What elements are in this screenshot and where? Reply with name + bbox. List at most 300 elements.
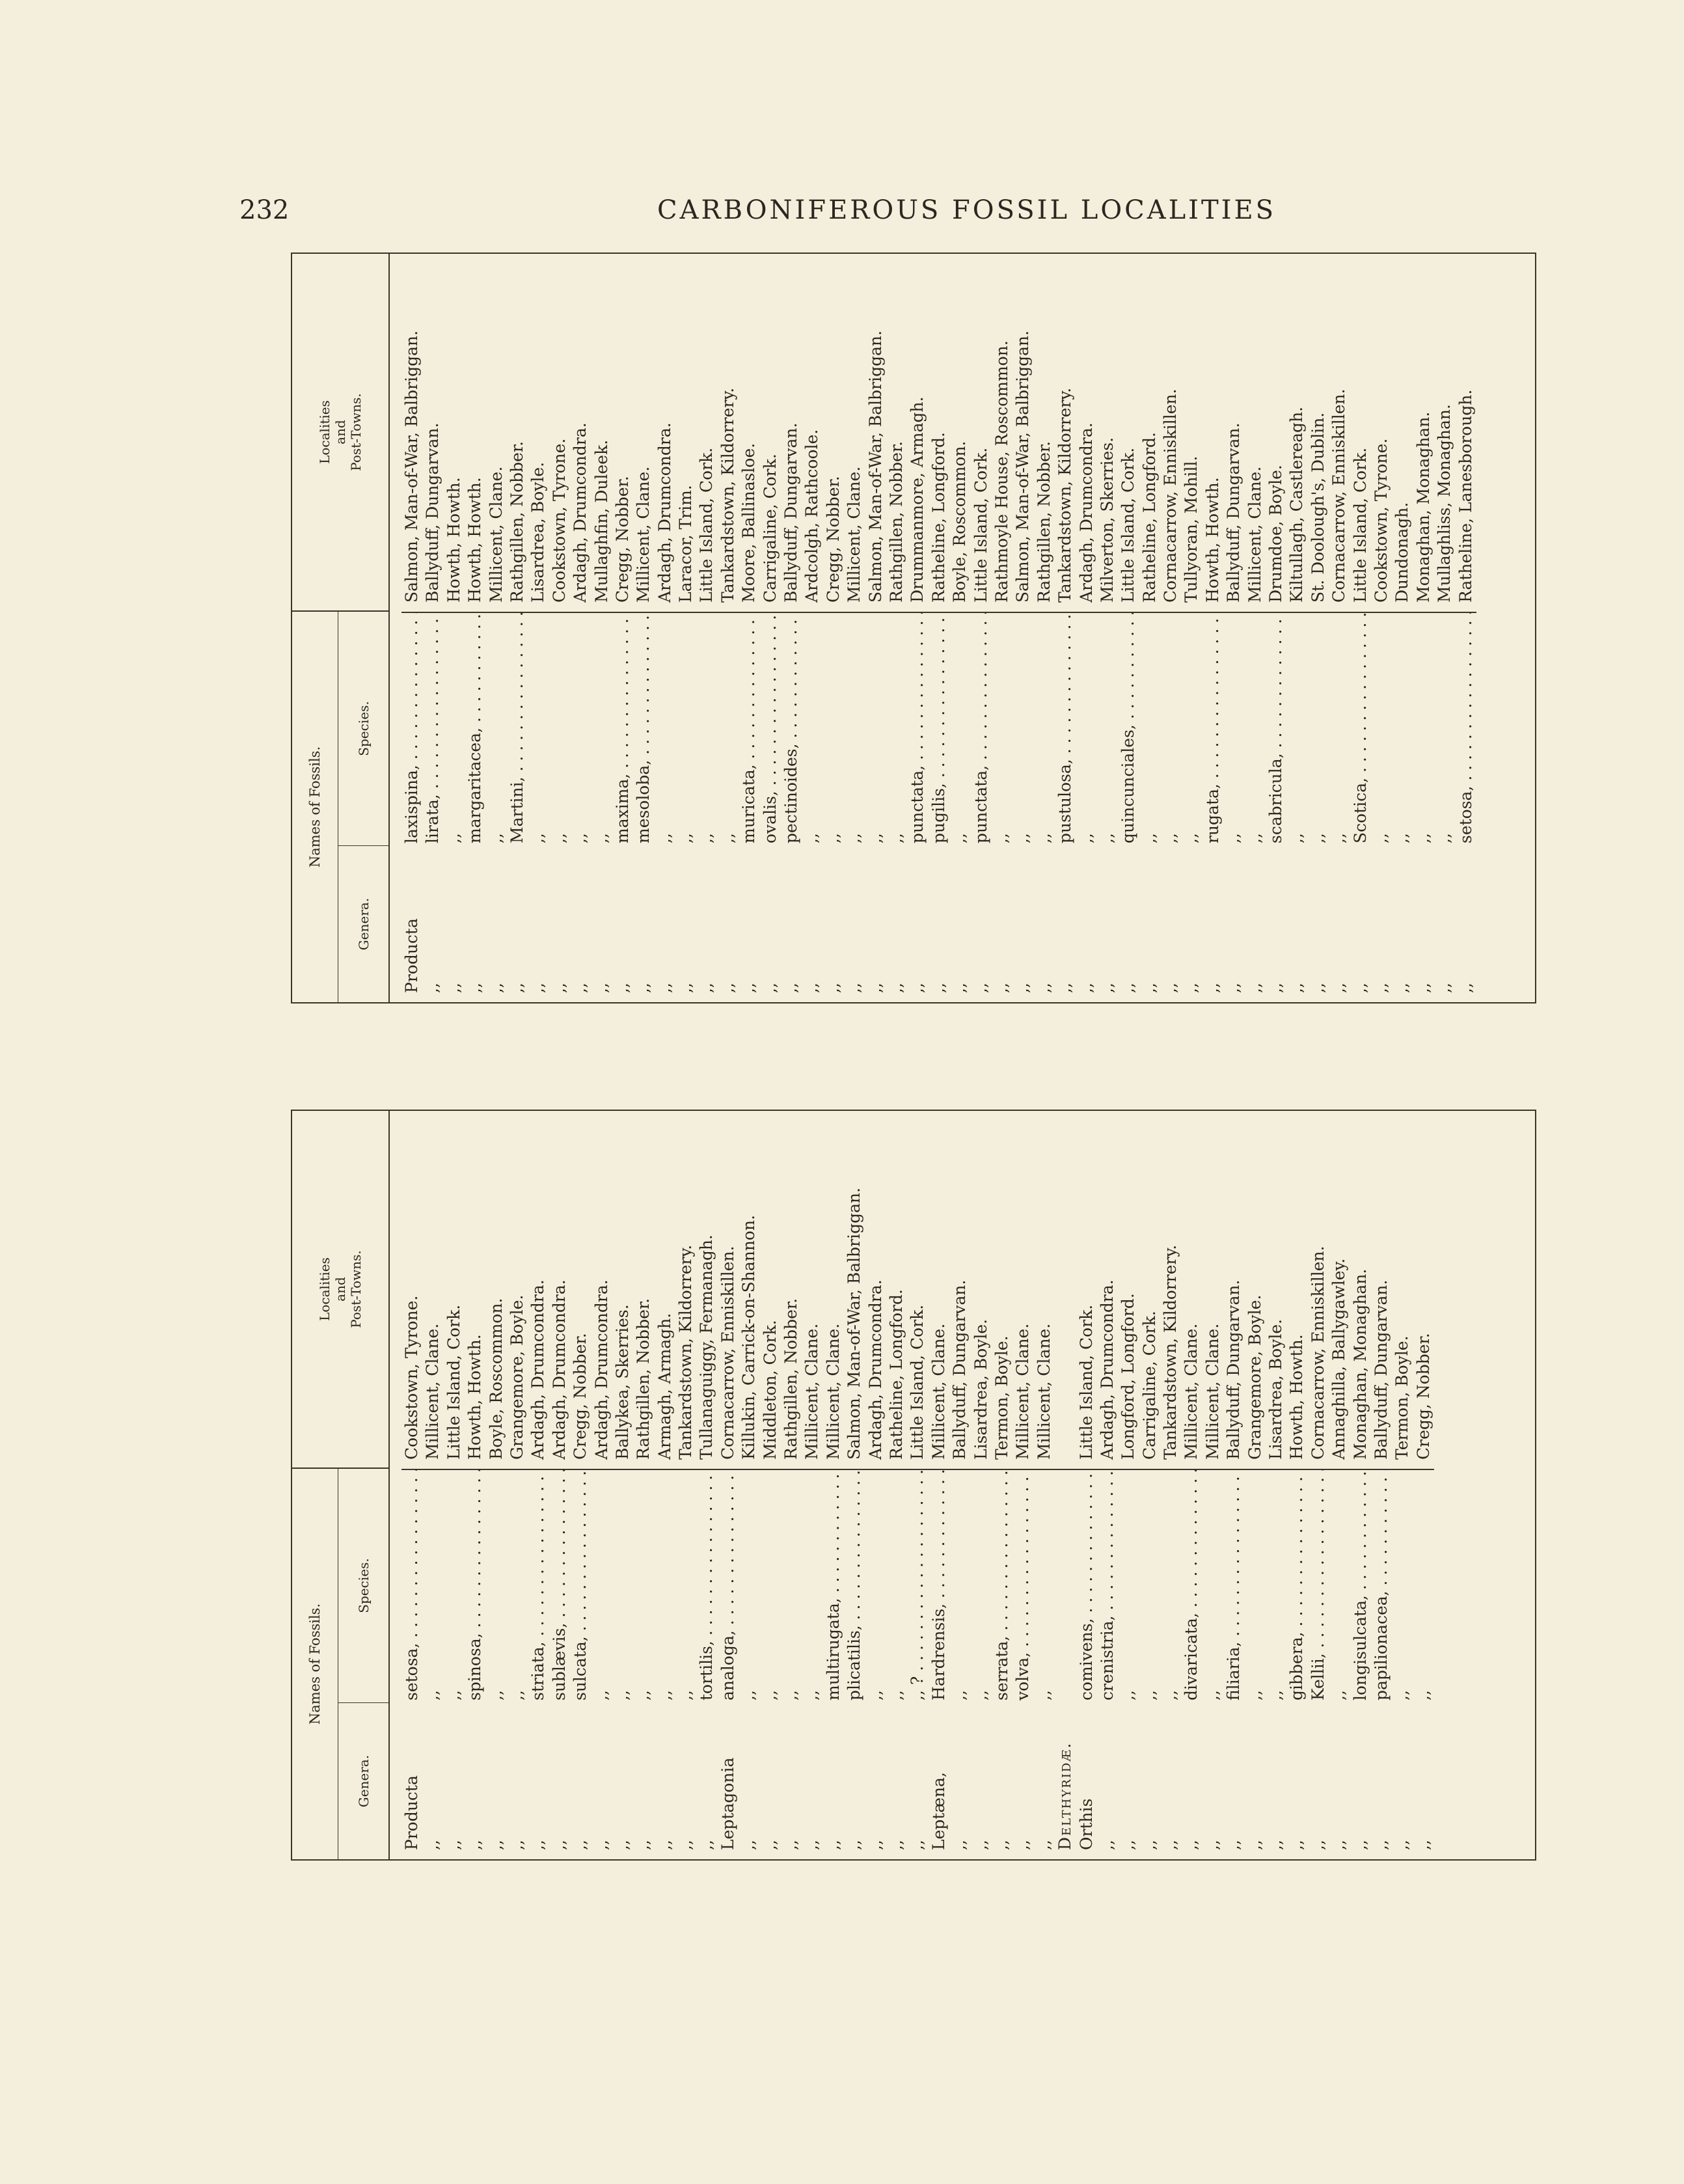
genus-cell: ,, [423,1840,442,1850]
locality-cell: Millicent, Clane. [1245,466,1264,603]
table-row [971,1111,992,1859]
locality-cell: Cornacarrow, Enniskillen. [1329,389,1349,603]
locality-cell: Cookstown, Tyrone. [549,438,569,603]
table-row [570,1111,591,1859]
locality-cell: Grangemore, Boyle. [1245,1294,1264,1460]
localities-heading [292,254,388,610]
genus-cell: ,, [528,1840,548,1850]
species-cell: maxima, . . . [612,612,633,846]
fossil-table-lower [291,1110,1536,1861]
locality-cell: Killukin, Carrick-on-Shannon. [739,1214,759,1460]
table-row [1413,254,1434,1002]
genus-cell: ,, [1161,983,1180,993]
species-cell: ,, [507,1469,528,1703]
genus-cell: ,, [1119,983,1138,993]
genus-cell: ,, [971,1840,990,1850]
species-cell: crenistria, . . . [1097,1469,1118,1703]
locality-cell: Termon, Boyle. [1392,1335,1412,1460]
genus-cell: ,, [444,983,463,993]
species-cell: ,, [1245,612,1266,846]
locality-cell: Cookstown, Tyrone. [402,1295,421,1460]
table-row [949,254,970,1002]
table-row [507,254,528,1002]
genus-cell: ,, [465,983,485,993]
locality-cell: Tankardstown, Kildorrery. [1161,1244,1180,1460]
locality-cell: Monaghan, Monaghan. [1350,1268,1370,1460]
species-cell: ,, [1371,612,1392,846]
species-cell: ,, [1181,612,1202,846]
table-row [528,254,549,1002]
locality-cell: Cregg, Nobber. [823,476,843,603]
table-row [865,254,886,1002]
locality-cell: Little Island, Cork. [908,1304,927,1460]
locality-cell: Lisardrea, Boyle. [1266,1318,1286,1460]
locality-cell: Ballyduff, Dungarvan. [1371,1279,1391,1460]
species-cell: setosa, . . . [1456,612,1476,846]
genus-cell: ,, [591,983,611,993]
table-row [444,254,465,1002]
localities-heading-line: and [333,420,348,444]
genus-cell: ,, [634,1840,653,1850]
species-cell: Martini, . . . [507,612,528,846]
genus-cell: ,, [1202,1840,1222,1850]
species-cell: ,, [1392,1469,1413,1703]
table-row [549,1111,570,1859]
locality-cell: Cregg, Nobber. [571,1333,590,1460]
genus-cell: ,, [1287,983,1307,993]
table-row [1245,254,1266,1002]
locality-cell: Ardagh, Drumcondra. [591,1279,611,1460]
table-row [655,254,675,1002]
table-row [844,1111,865,1859]
locality-cell: Millicent, Clane. [634,466,653,603]
genus-cell: ,, [845,983,864,993]
genus-cell: ,, [865,983,885,993]
species-cell: ,, [486,1469,507,1703]
genus-cell: ,, [1350,983,1370,993]
locality-cell: Termon, Boyle. [992,1335,1011,1460]
locality-cell: Salmon, Man-of-War, Balbriggan. [865,330,885,603]
genus-cell: ,, [1245,983,1264,993]
localities-heading-line: and [333,1277,348,1302]
table-row [1329,254,1350,1002]
locality-cell: Cornacarrow, Enniskillen. [1161,389,1180,603]
table-row [1308,254,1329,1002]
genus-cell: ,, [1055,983,1075,993]
locality-cell: Tullyoran, Mohill. [1182,456,1201,603]
species-cell: muricata, . . . [739,612,759,846]
locality-cell: Milverton, Skerries. [1097,437,1117,603]
genus-cell: ,, [549,983,569,993]
table-row [465,1111,485,1859]
genus-cell: ,, [634,983,653,993]
species-cell: tortilis, . . . [696,1469,717,1703]
family-heading: Delthyridæ. [1055,1469,1076,1859]
genus-cell: ,, [1371,1840,1391,1850]
genus-cell: ,, [992,983,1011,993]
table-row [823,254,844,1002]
table-row [1118,254,1139,1002]
table-row [422,1111,443,1859]
locality-cell: Moore, Ballinasloe. [739,443,759,603]
species-cell: Kellii, . . . [1308,1469,1329,1703]
locality-cell: Salmon, Man-of-War, Balbriggan. [402,330,421,603]
species-cell: ,, [1266,1469,1286,1703]
genus-cell: ,, [1182,1840,1201,1850]
table-row [907,254,928,1002]
table-row [1097,1111,1118,1859]
table-row [1371,254,1392,1002]
genus-cell: ,, [908,983,927,993]
table-row [444,1111,465,1859]
locality-cell: Little Island, Cork. [971,447,990,603]
species-cell: ,, [444,1469,465,1703]
genus-cell: ,, [718,983,737,993]
locality-cell: Little Island, Cork. [697,447,716,603]
table-row [992,254,1012,1002]
table-row [1202,254,1223,1002]
locality-cell: Rathgillen, Nobber. [634,1298,653,1460]
table-row [781,254,802,1002]
locality-cell: Millicent, Clane. [802,1323,822,1460]
locality-cell: Carrigaline, Cork. [760,454,780,603]
genus-cell: ,, [1329,983,1349,993]
locality-cell: Lisardrea, Boyle. [528,461,548,603]
genus-cell: ,, [1266,983,1286,993]
species-heading: Species. [355,701,372,756]
fossil-table-upper [291,253,1536,1003]
page-number: 232 [239,195,290,225]
species-cell: papilionacea, . . . [1371,1469,1392,1703]
species-cell: ,, [486,612,507,846]
locality-cell: Cornacarrow, Enniskillen. [718,1246,737,1460]
locality-cell: Cookstown, Tyrone. [1371,438,1391,603]
table-row [1076,254,1097,1002]
genus-cell: ,, [507,1840,526,1850]
species-cell: Scotica, . . . [1350,612,1371,846]
table-row [1350,1111,1371,1859]
table-row [675,1111,696,1859]
locality-cell: Carrigaline, Cork. [1139,1311,1159,1460]
species-cell: mesoloba, . . . [633,612,654,846]
genus-cell: ,, [1413,983,1433,993]
locality-cell: St. Doolough's, Dublin. [1308,412,1327,603]
table-row [1055,1111,1076,1859]
table-row [718,254,739,1002]
table-row [1160,254,1181,1002]
table-row [739,1111,759,1859]
table-row [886,1111,907,1859]
table-row [1223,254,1244,1002]
table-row [1266,254,1286,1002]
genus-cell: ,, [908,1840,927,1850]
species-cell: punctata, . . . [907,612,928,846]
table-row [1181,1111,1202,1859]
locality-cell: Little Island, Cork. [1076,1304,1096,1460]
species-cell: ,, [655,1469,675,1703]
species-cell: ,, [781,1469,802,1703]
table-row [949,1111,970,1859]
table-row [591,254,612,1002]
table-row [1160,1111,1181,1859]
species-cell: ,, [1329,612,1350,846]
locality-cell: Ardagh, Drumcondra. [1097,1279,1117,1460]
species-cell: ,, [949,1469,970,1703]
locality-cell: Salmon, Man-of-War, Balbriggan. [845,1187,864,1460]
locality-cell: Cregg, Nobber. [612,476,632,603]
genus-cell: Producta [402,918,421,993]
species-cell: pectinoides, . . . [781,612,802,846]
genus-cell: ,, [1034,1840,1053,1850]
locality-cell: Grangemore, Boyle. [507,1294,526,1460]
genus-cell: ,, [1245,1840,1264,1850]
locality-cell: Millicent, Clane. [423,1323,442,1460]
locality-cell: Tankardstown, Kildorrery. [1055,387,1075,603]
locality-cell: Millicent, Clane. [1013,1323,1033,1460]
species-cell: ,, [823,612,844,846]
genus-cell: ,, [465,1840,485,1850]
table-row [1286,254,1307,1002]
species-cell: ,, [760,1469,781,1703]
locality-cell: Millicent, Clane. [1202,1323,1222,1460]
locality-cell: Howth, Howth. [1287,1334,1307,1460]
genus-cell: ,, [1161,1840,1180,1850]
locality-cell: Armagh, Armagh. [655,1313,674,1460]
table-row [1266,1111,1286,1859]
table-row [1371,1111,1392,1859]
species-cell: ,, [1308,612,1329,846]
locality-cell: Drummanmore, Armagh. [908,396,927,603]
locality-cell: Cregg, Nobber. [1413,1333,1433,1460]
locality-cell: Little Island, Cork. [444,1304,463,1460]
species-cell: gibbera, . . . [1286,1469,1307,1703]
locality-cell: Little Island, Cork. [1350,447,1370,603]
species-cell: ,, [844,612,865,846]
localities-heading-line: Post-Towns. [348,1250,364,1328]
table-header [292,1111,390,1859]
table-row [1286,1111,1307,1859]
locality-cell: Boyle, Roscommon. [486,1298,506,1460]
species-cell: rugata, . . . [1202,612,1223,846]
genus-cell: ,, [612,983,632,993]
genus-cell: ,, [781,983,801,993]
table-row [781,1111,802,1859]
names-of-fossils-heading: Names of Fossils. [292,1469,338,1859]
species-cell: sublævis, . . . [549,1469,570,1703]
species-cell: ,, [1223,612,1244,846]
species-cell: filiaria, . . . [1223,1469,1244,1703]
locality-cell: Ardagh, Drumcondra. [1076,422,1096,603]
species-cell: ,, [528,612,549,846]
table-row [1456,254,1476,1002]
locality-cell: Drumdoe, Boyle. [1266,465,1286,603]
table-row [486,254,507,1002]
locality-cell: Kiltullagh, Castlereagh. [1287,406,1307,603]
table-row [612,1111,633,1859]
table-row [1329,1111,1350,1859]
locality-cell: Ardagh, Drumcondra. [655,422,674,603]
table-row [844,254,865,1002]
table-row [886,254,907,1002]
localities-heading-line: Localities [317,1257,333,1321]
species-cell: ,, [1392,612,1413,846]
species-cell: striata, . . . [528,1469,549,1703]
table-row [802,1111,822,1859]
genus-cell: ,, [444,1840,463,1850]
locality-cell: Howth, Howth. [444,477,463,603]
species-cell: ,, [591,612,612,846]
genus-cell: Leptagonia [718,1757,737,1850]
table-row [675,254,696,1002]
genus-cell: ,, [1350,1840,1370,1850]
table-row [1392,1111,1413,1859]
running-head: CARBONIFEROUS FOSSIL LOCALITIES [657,195,1277,225]
species-heading: Species. [355,1558,372,1613]
genus-cell: ,, [697,983,716,993]
locality-cell: Ballyduff, Dungarvan. [423,422,442,603]
species-cell: ,, [1034,1469,1055,1703]
locality-cell: Howth, Howth. [465,1334,485,1460]
species-cell: ,, [675,612,696,846]
species-cell: ,, [1012,612,1033,846]
genus-cell: ,, [612,1840,632,1850]
table-row [465,254,485,1002]
species-cell: plicatilis, . . . [844,1469,865,1703]
table-body [390,254,1535,1002]
genera-heading: Genera. [338,1702,388,1859]
species-cell: ,, [1139,1469,1160,1703]
locality-cell: Little Island, Cork. [1119,447,1138,603]
species-cell: ,, [444,612,465,846]
species-cell: sulcata, . . . [570,1469,591,1703]
genus-cell: ,, [571,983,590,993]
genus-cell: ,, [1013,1840,1033,1850]
species-cell: ,, [1245,1469,1266,1703]
genus-cell: Producta [402,1775,421,1850]
species-cell: ,, [1286,612,1307,846]
genera-heading: Genera. [338,845,388,1002]
genus-cell: ,, [1139,983,1159,993]
locality-cell: Cornacarrow, Enniskillen. [1308,1246,1327,1460]
genus-cell: ,, [1308,1840,1327,1850]
table-row [486,1111,507,1859]
genus-cell: ,, [781,1840,801,1850]
table-row [971,254,992,1002]
species-cell: ,, [971,1469,992,1703]
species-cell: pugilis, . . . [929,612,949,846]
species-cell: serrata, . . . [992,1469,1012,1703]
genus-cell: ,, [1202,983,1222,993]
table-row [549,254,570,1002]
locality-cell: Ratheline, Longford. [886,1289,906,1460]
genus-cell: ,, [676,983,696,993]
table-row [760,254,781,1002]
species-cell: ,, [1329,1469,1350,1703]
genus-cell: ,, [1034,983,1053,993]
genus-cell: ,, [950,983,970,993]
species-cell: ,, [612,1469,633,1703]
genus-cell: ,, [1413,1840,1433,1850]
locality-cell: Howth, Howth. [1202,477,1222,603]
species-cell: ,, [1139,612,1160,846]
names-of-fossils-heading: Names of Fossils. [292,612,338,1002]
locality-cell: Ballyduff, Dungarvan. [1224,422,1243,603]
species-cell: ,, [886,1469,907,1703]
species-cell: ,, [739,1469,759,1703]
table-row [633,254,654,1002]
locality-cell: Millicent, Clane. [486,466,506,603]
genus-cell: ,, [1266,1840,1286,1850]
locality-cell: Ardcolgh, Rathcoole. [802,429,822,603]
table-row [422,254,443,1002]
table-header [292,254,390,1002]
genus-cell: ,, [950,1840,970,1850]
genus-cell: ,, [1287,1840,1307,1850]
table-row [401,1111,422,1859]
species-cell: ,, [949,612,970,846]
table-row [1434,254,1455,1002]
locality-cell: Rathmoyle House, Roscommon. [992,340,1011,603]
table-row [907,1111,928,1859]
genus-cell: ,, [1329,1840,1349,1850]
species-cell: margaritacea, . . . [465,612,485,846]
table-row [718,1111,739,1859]
locality-cell: Tullanaguiggy, Fermanagh. [697,1235,716,1460]
genus-cell: ,, [486,983,506,993]
table-row [1223,1111,1244,1859]
genus-cell: ,, [865,1840,885,1850]
genus-cell: Leptæna, [929,1772,948,1850]
species-cell: volva, . . . [1012,1469,1033,1703]
locality-cell: Howth, Howth. [465,477,485,603]
genus-cell: ,, [1097,983,1117,993]
locality-cell: Rathgillen, Nobber. [886,441,906,603]
locality-cell: Ballykea, Skerries. [612,1304,632,1460]
genus-cell: ,, [823,1840,843,1850]
table-row [739,254,759,1002]
table-row [929,1111,949,1859]
species-cell: ,, [591,1469,612,1703]
genus-cell: ,, [528,983,548,993]
table-row [570,254,591,1002]
genus-cell: ,, [1139,1840,1159,1850]
table-row [865,1111,886,1859]
species-cell: quincunciales, . . . [1118,612,1139,846]
species-cell: ,, [1076,612,1097,846]
locality-cell: Ardagh, Drumcondra. [865,1279,885,1460]
genus-cell: ,, [1076,983,1096,993]
species-cell: ,, [655,612,675,846]
genus-cell: ,, [739,1840,759,1850]
genus-cell: ,, [802,983,822,993]
table-row [992,1111,1012,1859]
table-row [929,254,949,1002]
species-cell: ,, [1413,612,1434,846]
table-row [760,1111,781,1859]
genus-cell: ,, [1392,1840,1412,1850]
genus-cell: ,, [1119,1840,1138,1850]
locality-cell: Ardagh, Drumcondra. [549,1279,569,1460]
empty-cell [1055,1111,1076,1469]
genus-cell: ,, [1392,983,1412,993]
species-cell: ,, [633,1469,654,1703]
species-cell: Hardrensis, . . . [929,1469,949,1703]
table-row [1350,254,1371,1002]
table-row [1413,1111,1434,1859]
table-row [1139,1111,1160,1859]
table-row [1012,254,1033,1002]
genus-cell: ,, [886,983,906,993]
